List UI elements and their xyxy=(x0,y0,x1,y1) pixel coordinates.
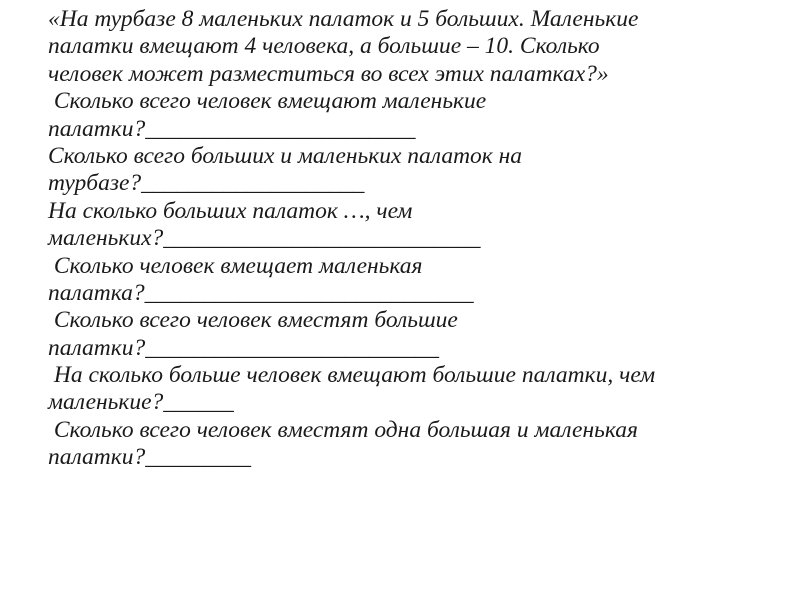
worksheet xyxy=(48,6,788,472)
problem-line-2: палатки вмещают 4 человека, а большие – 10. Сколько xyxy=(48,33,600,60)
question-5-line-2: палатки?_________________________ xyxy=(48,334,439,361)
question-5-line-1: Сколько всего человек вместят большие xyxy=(48,307,458,334)
question-4-line-2: палатка?____________________________ xyxy=(48,279,474,306)
question-2-line-1: Сколько всего больших и маленьких палаток на xyxy=(48,142,523,169)
question-6-line-2: маленькие?______ xyxy=(48,389,234,416)
question-3-line-2: маленьких?___________________________ xyxy=(48,225,481,252)
question-1-line-1: Сколько всего человек вмещают маленькие xyxy=(48,88,487,115)
question-3-line-1: На сколько больших палаток …, чем xyxy=(48,197,413,224)
question-4-line-1: Сколько человек вмещает маленькая xyxy=(48,252,423,279)
question-2-line-2: турбазе?___________________ xyxy=(48,170,365,197)
problem-line-1: «На турбазе 8 маленьких палаток и 5 больших. Маленькие xyxy=(48,6,639,32)
question-7-line-1: Сколько всего человек вместят одна большая и маленькая xyxy=(48,416,638,443)
question-6-line-1: На сколько больше человек вмещают большие палатки, чем xyxy=(48,362,656,389)
problem-line-3: человек может разместиться во всех этих палатках?» xyxy=(48,60,609,87)
question-7-line-2: палатки?_________ xyxy=(48,444,251,471)
question-1-line-2: палатки?_______________________ xyxy=(48,115,416,142)
